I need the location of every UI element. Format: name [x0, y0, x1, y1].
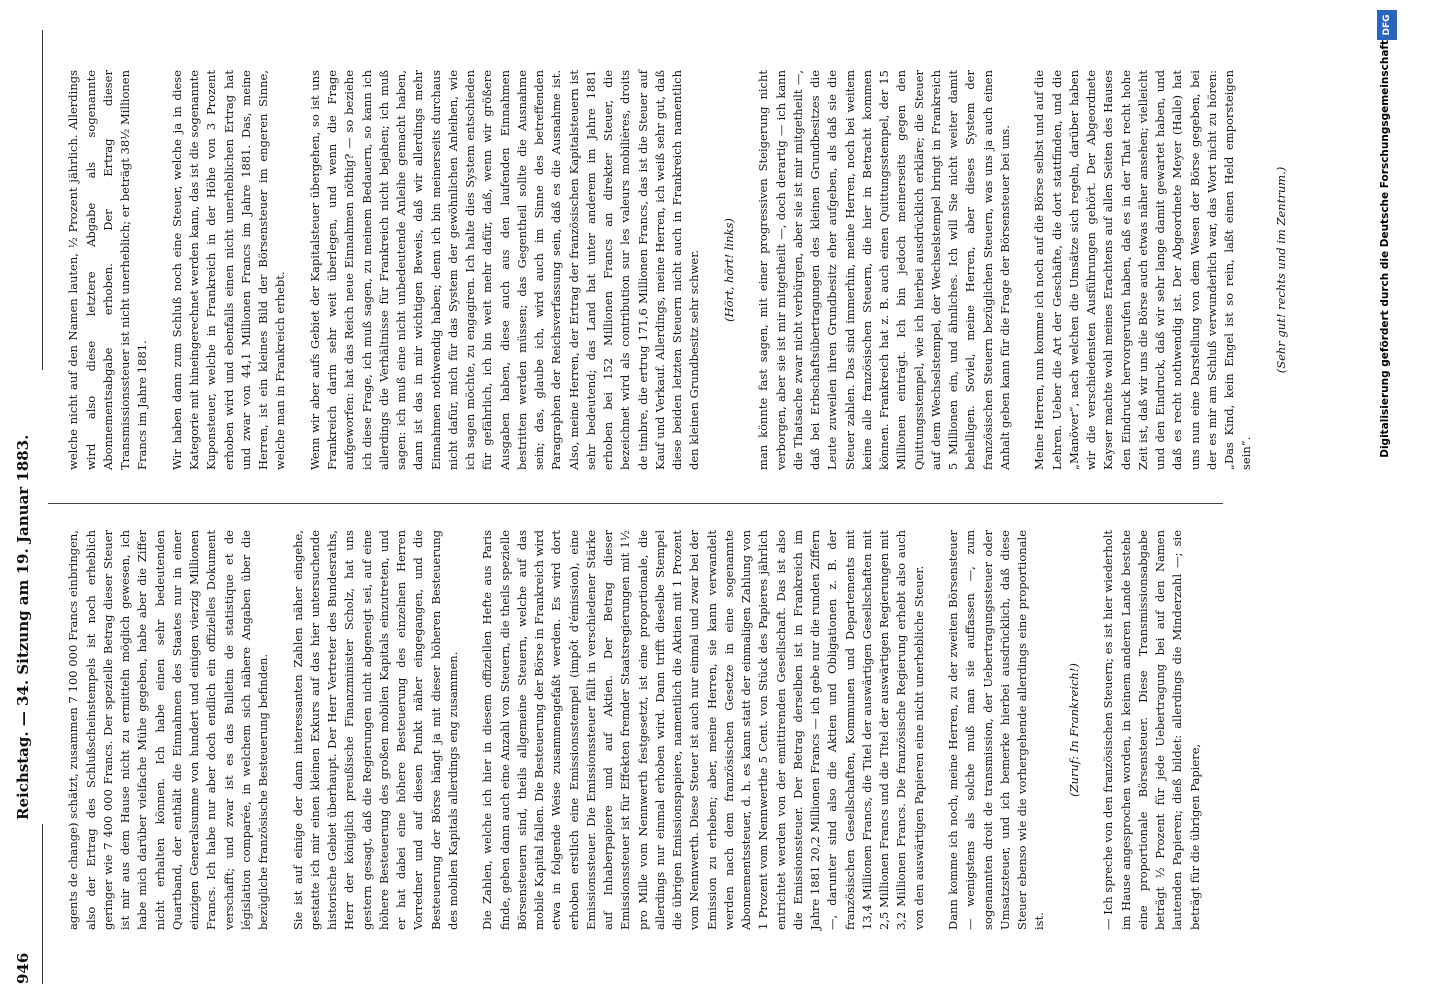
- header-rule-left: [42, 824, 43, 984]
- paragraph: Sie ist auf einige der dann interessanten Zahlen näher eingehe, gestatte ich mir einen kleinen Exkurs auf das hier untersuchende historische Gebiet überhaupt. Der Herr Vertreter des Bundesraths, Herr der königlich preußische Finanzminister Scholz, hat uns gestern gesagt, daß die Regierungen nicht abgeneigt sei, auf eine höhere Besteuerung des großen mobilen Kapitals einzutreten, und er hat dabei eine höhere Besteuerung des einzelnen Herren Vorredner und auf diesen Punkt näher eingegangen, und die Besteuerung der Börse hängt ja mit dieser höheren Besteuerung des mobilen Kapitals allerdings eng zusammen.: [290, 530, 460, 930]
- dfg-logo: DFG: [1377, 10, 1397, 40]
- paragraph: welche nicht auf den Namen lauten, ½ Prozent jährlich. Allerdings wird also diese letztere Abgabe als sogenannte Abonnementsabgabe erhoben. Der Ertrag dieser Transmissionssteuer ist nicht unerheblich; er beträgt 38½ Millionen Francs im Jahre 1881.: [66, 69, 150, 470]
- running-header: Reichstag. — 34. Sitzung am 19. Januar 1883.: [14, 434, 32, 820]
- paragraph: Dann komme ich noch, meine Herren, zu der zweiten Börsensteuer — wenigstens als solche muß man sie auffassen —, zum sogenannten droit de transmission, der Uebertragungssteuer oder Umsatzsteuer, und ich bemerke hierbei ausdrücklich, daß diese Steuer ebenso wie die vorhergehende allerdings eine proportionale ist.: [946, 530, 1047, 930]
- paragraph: agents de change) schätzt, zusammen 7 100 000 Francs einbringen, also der Ertrag des Schlußscheinstempels ist noch erheblich geringer wie 7 400 000 Francs. Der spezielle Betrag dieser Steuer ist mir aus dem Hause nicht zu ermitteln möglich gewesen, ich habe mich darüber vielfache Mühe gegeben, habe aber die Ziffer nicht erhalten können. Ich habe einen sehr bedeutenden Quartband, der enthält die Einnahmen des Staates nur in einer einzigen Generalsumme von hundert und einigen vierzig Millionen Francs. Ich habe nur aber doch endlich ein offizielles Dokument verschafft; und zwar ist es das Bulletin de statistique et de législation comparée, in welchem sich nähere Angaben über die bezügliche französische Besteuerung befinden.: [66, 530, 270, 930]
- header-rule-right: [42, 30, 43, 370]
- interjection: (Hört, hört! links): [721, 218, 736, 322]
- interjection: (Sehr gut! rechts und im Zentrum.): [1273, 166, 1288, 374]
- text-column-right: [48, 69, 1288, 470]
- text-column-left: [48, 530, 1218, 930]
- paragraph: Meine Herren, nun komme ich noch auf die Börse selbst und auf die Lehren. Ueber die Art der Geschäfte, die dort stattfinden, und die „Manöver“, nach welchen die Umsätze sich regeln, darüber haben wir die verschiedensten Ausführungen gehört. Der Abgeordnete Kayser machte wohl meines Erachtens auf allen Seiten des Hauses den Eindruck hervorgerufen haben, daß es in der That recht hohe Zeit ist, daß wir uns die Börse auch etwas näher ansehen; vielleicht und den Eindruck, daß wir sehr lange damit gewartet haben, und daß es recht nothwendig ist. Der Abgeordnete Meyer (Halle) hat uns nun eine Darstellung von dem Wesen der Börse gegeben, bei der es mir am Schluß verwunderlich war, das Wort nicht zu hören: „Das Kind, kein Engel ist so rein, laßt einen Held emporsteigen sein“.: [1032, 70, 1254, 470]
- interjection: (Zuruf: In Frankreich!): [1066, 663, 1081, 797]
- paragraph: Wenn wir aber aufs Gebiet der Kapitalsteuer übergehen, so ist uns Frankreich darin sehr weit überlegen, und wenn die Frage aufgeworfen: hat das Reich neue Einnahmen nöthig? — so beziehe ich diese Frage, ich muß sagen, zu meinem Bedauern, so kann ich allerdings die Verhältnisse für Frankreich nicht bejahen; ich muß sagen: ich muß eine nicht unbedeutende Anleihe gemacht haben, dann ist das in mir wichtigen Beweis, daß wir allerdings mehr Einnahmen nothwendig haben; denn ich bin meinerseits durchaus nicht dafür, mich für das System der gewöhnlichen Anleihen, wie ich sagen möchte, zu engagiren. Ich halte dies System entschieden für gefährlich, ich bin weit mehr dafür, daß, wenn wir größere Ausgaben haben, diese auch aus den laufenden Einnahmen bestritten werden müssen; das Gegentheil sollte die Ausnahme sein; das, glaube ich, wird auch im Sinne des betreffenden Paragraphen der Reichsverfassung sein, daß es die Ausnahme ist. Also, meine Herren, der Ertrag der französischen Kapitalsteuern ist sehr bedeutend; das Land hat unter anderem im Jahre 1881 erhoben bei 152 Millionen Francs an direkter Steuer, die bezeichnet wird als contribution sur les valeurs mobilières, droits de timbre, die ertrug 171,6 Millionen Francs, das ist die Steuer auf Kauf und Verkauf. Allerdings, meine Herren, ich weiß sehr gut, daß diese beiden letzten Steuern nicht auch in Frankreich namentlich den kleinen Grundbesitz sehr schwer.: [307, 70, 702, 470]
- page-number: 946: [14, 952, 32, 984]
- paragraph: — Ich spreche von den französischen Steuern; es ist hier wiederholt im Hause angesprochen worden, in keinem anderen Lande bestehe eine proportionale Börsensteuer. Diese Transmissionsabgabe beträgt ½ Prozent für jede Uebertragung bei auf den Namen lautenden Papieren; dieß bildet: allerdings die Minderzahl —; sie beträgt für die übrigen Papiere,: [1101, 530, 1202, 930]
- paragraph: Die Zahlen, welche ich hier in diesem offiziellen Hefte aus Paris finde, geben dann auch eine Anzahl von Steuern, die theils spezielle Börsensteuern sind, theils allgemeine Steuern, welche auf das mobile Kapital fallen. Die Besteuerung der Börse in Frankreich wird etwa in folgende Weise zusammengefaßt werden. Es wird dort erhoben erstlich eine Emissionsstempel (impôt d'émission), eine Emissionssteuer. Die Emissionssteuer fällt in verschiedener Stärke auf Inhaberpapiere und auf Aktien. Der Betrag dieser Emissionssteuer ist für Effekten fremder Staatsregierungen mit 1½ pro Mille vom Nennwerth festgesetzt, ist eine proportionale, die allerdings nur einmal erhoben wird. Dann trifft dieselbe Stempel die übrigen Emissionspapiere, namentlich die Aktien mit 1 Prozent vom Nennwerth. Diese Steuer ist auch nur einmal und zwar bei der Emission zu erheben; aber, meine Herren, sie kann verwandelt werden nach dem französischen Gesetze in eine sogenannte Abonnementssteuer, d. h. es kann statt der einmaligen Zahlung von 1 Prozent vom Nennwerthe 5 Cent. von Stück des Papieres jährlich entrichtet werden von der emittirenden Gesellschaft. Das ist also die Emissionssteuer. Der Betrag derselben ist in Frankreich im Jahre 1881 20,2 Millionen Francs — ich gebe nur die runden Ziffern —, darunter sind also die Aktien und Obligationen z. B. der französischen Gesellschaften, Kommunen und Departements mit 13,4 Millionen Francs, die Titel der auswärtigen Gesellschaften mit 2,5 Millionen Francs und die Titel der auswärtigen Regierungen mit 3,2 Millionen Francs. Die französische Regierung erhebt also auch von den auswärtigen Papieren eine nicht unerhebliche Steuer.: [480, 530, 926, 930]
- paragraph: Wir haben dann zum Schluß noch eine Steuer, welche ja in diese Kategorie mit hineingerechnet werden kann, das ist die sogenannte Kuponsteuer, welche in Frankreich in der Höhe von 3 Prozent erhoben wird und ebenfalls einen nicht unerheblichen Ertrag hat und zwar von 44,1 Millionen Francs im Jahre 1881. Das, meine Herren, ist ein kleines Bild der Börsensteuer im engeren Sinne, welche man in Frankreich erhebt.: [169, 70, 288, 470]
- column-divider: [48, 503, 1223, 504]
- digitization-credit: Digitalisierung gefördert durch die Deutsche Forschungsgemeinschaft: [1379, 40, 1391, 458]
- paragraph: man könnte fast sagen, mit einer progressiven Steigerung nicht verborgen, aber sie ist mir mitgetheilt —, doch derartig — ich kann die Thatsache zwar nicht verbürgen, aber sie ist mir mitgetheilt —, daß bei Erbschaftsübertragungen des kleinen Grundbesitzes die Leute zuweilen ihren Grundbesitz eher aufgeben, als daß sie die Steuer zahlen. Das sind immerhin, meine Herren, noch bei weitem keine alle französischen Steuern, die hier in Betracht kommen können. Frankreich hat z. B. auch einen Quittungsstempel, der 15 Millionen einträgt. Ich bin jedoch meinerseits gegen den Quittungsstempel, wie ich hierbei ausdrücklich erkläre; die Steuer auf dem Wechselstempel, der Wechselstempel bringt in Frankreich 5 Millionen ein, und ähnliches. Ich will Sie nicht weiter damit behelligen. Soviel, meine Herren, aber dieses System der französischen Steuern bezüglichen Steuern, was uns ja auch einen Anhalt geben kann für die Frage der Börsensteuer bei uns.: [756, 70, 1012, 470]
